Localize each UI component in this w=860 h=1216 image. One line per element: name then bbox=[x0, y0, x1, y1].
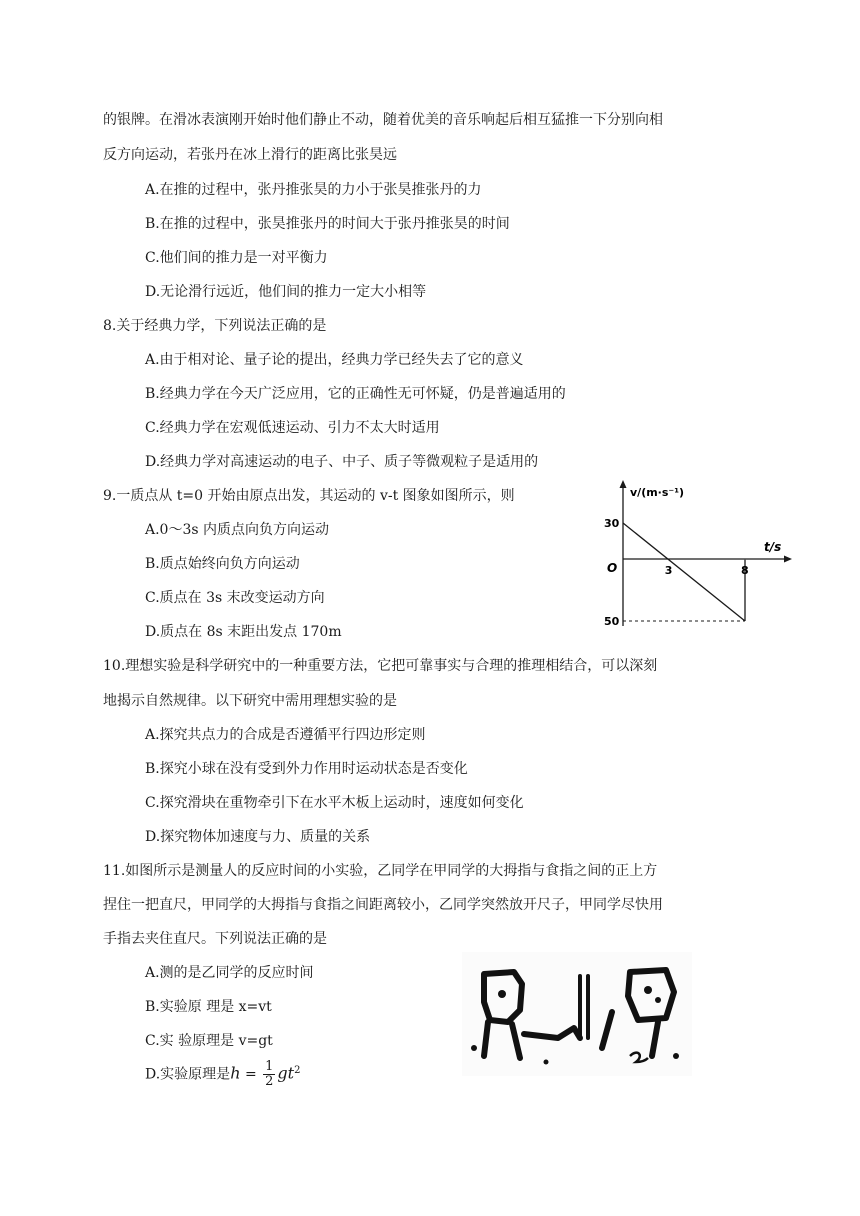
option-a: A.测的是乙同学的反应时间 bbox=[145, 965, 314, 981]
formula-h: h bbox=[230, 1063, 241, 1083]
x-tick-label: 8 bbox=[741, 564, 749, 577]
option-c: C.质点在 3s 末改变运动方向 bbox=[145, 590, 325, 606]
question-11-line-2: 捏住一把直尺，甲同学的大拇指与食指之间距离较小，乙同学突然放开尺子，甲同学尽快用 bbox=[103, 897, 663, 913]
option-d-prefix: D.实验原理是 bbox=[145, 1066, 231, 1083]
option-b: B.在推的过程中，张昊推张丹的时间大于张丹推张昊的时间 bbox=[145, 216, 510, 232]
x-axis-label: t/s bbox=[764, 540, 782, 554]
question-10-line-1: 10.理想实验是科学研究中的一种重要方法，它把可靠事实与合理的推理相结合，可以深刻 bbox=[103, 658, 658, 674]
option-b: B.质点始终向负方向运动 bbox=[145, 556, 300, 572]
formula-exponent: 2 bbox=[294, 1065, 301, 1076]
option-b: B.探究小球在没有受到外力作用时运动状态是否变化 bbox=[145, 761, 468, 777]
question-11-line-3: 手指去夹住直尺。下列说法正确的是 bbox=[103, 931, 327, 947]
option-d: D.经典力学对高速运动的电子、中子、质子等微观粒子是适用的 bbox=[145, 454, 539, 470]
text-line: 反方向运动，若张丹在冰上滑行的距离比张昊远 bbox=[103, 147, 397, 163]
fraction-numerator: 1 bbox=[265, 1059, 274, 1075]
option-a: A.由于相对论、量子论的提出，经典力学已经失去了它的意义 bbox=[145, 352, 524, 368]
question-9: 9.一质点从 t=0 开始由原点出发，其运动的 v-t 图象如图所示，则 bbox=[103, 488, 515, 504]
text-line: 的银牌。在滑冰表演刚开始时他们静止不动，随着优美的音乐响起后相互猛推一下分别向相 bbox=[103, 112, 663, 128]
option-a: A.在推的过程中，张丹推张昊的力小于张昊推张丹的力 bbox=[145, 182, 482, 198]
y-axis-arrow bbox=[620, 480, 627, 488]
formula-gt: gt bbox=[277, 1063, 295, 1083]
option-a: A.0～3s 内质点向负方向运动 bbox=[145, 522, 330, 538]
x-tick-label: 3 bbox=[664, 564, 673, 577]
question-10-line-2: 地揭示自然规律。以下研究中需用理想实验的是 bbox=[103, 693, 397, 709]
formula-fraction bbox=[263, 1060, 275, 1089]
formula-equals: = bbox=[240, 1066, 262, 1083]
question-8: 8.关于经典力学，下列说法正确的是 bbox=[103, 318, 327, 334]
option-b: B.经典力学在今天广泛应用，它的正确性无可怀疑，仍是普遍适用的 bbox=[145, 386, 566, 402]
option-d: D.探究物体加速度与力、质量的关系 bbox=[145, 829, 371, 845]
origin-label: O bbox=[607, 561, 618, 575]
option-a: A.探究共点力的合成是否遵循平行四边形定则 bbox=[145, 727, 426, 743]
option-d: D.质点在 8s 末距出发点 170m bbox=[145, 624, 342, 640]
question-11-line-1: 11.如图所示是测量人的反应时间的小实验，乙同学在甲同学的大拇指与食指之间的正上方 bbox=[103, 863, 658, 879]
y-tick-label: 30 bbox=[604, 517, 620, 530]
y-axis-label: v/(m·s⁻¹) bbox=[630, 486, 685, 499]
option-b: B.实验原 理是 x=vt bbox=[145, 999, 272, 1015]
fraction-denominator: 2 bbox=[265, 1074, 274, 1090]
option-c: C.实 验原理是 v=gt bbox=[145, 1033, 273, 1049]
option-c: C.他们间的推力是一对平衡力 bbox=[145, 250, 328, 266]
option-c: C.经典力学在宏观低速运动、引力不太大时适用 bbox=[145, 420, 440, 436]
vt-graph bbox=[594, 476, 794, 636]
reaction-time-photo bbox=[462, 952, 692, 1076]
option-d: D.无论滑行远近，他们间的推力一定大小相等 bbox=[145, 284, 427, 300]
y-tick-label: 50 bbox=[604, 615, 620, 628]
series-line bbox=[623, 523, 745, 621]
x-axis-arrow bbox=[784, 556, 792, 563]
option-c: C.探究滑块在重物牵引下在水平木板上运动时，速度如何变化 bbox=[145, 795, 524, 811]
option-d bbox=[145, 1052, 300, 1094]
